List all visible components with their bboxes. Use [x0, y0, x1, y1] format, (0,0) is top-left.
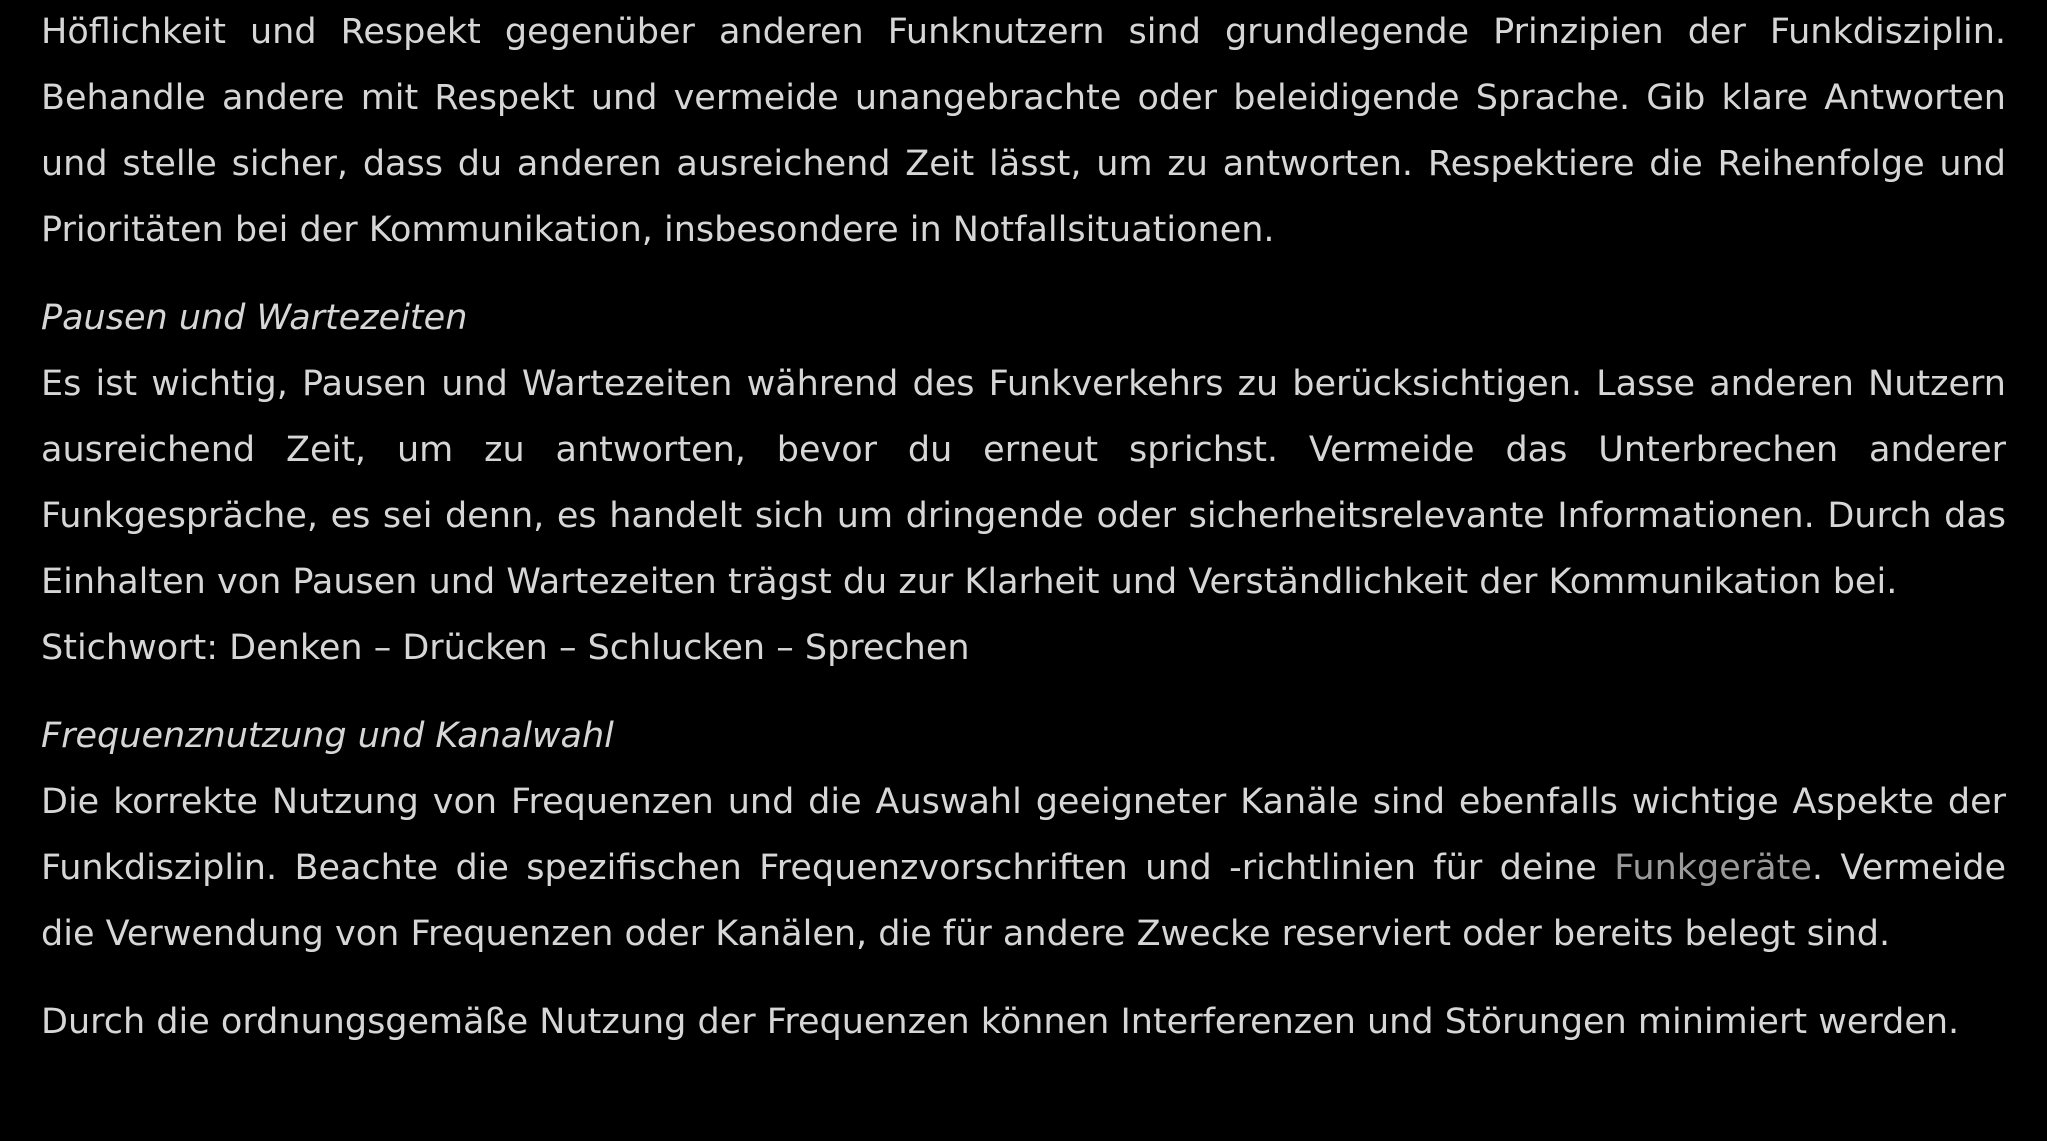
section-heading-pausen: Pausen und Wartezeiten [41, 298, 468, 338]
paragraph-frequenz-text-after: . Vermeide die Verwendung von Frequenzen oder Kanälen, die für andere Zwecke reserviert oder bereits belegt sind. [41, 848, 2006, 954]
intro-paragraph: Höflichkeit und Respekt gegenüber anderen Funknutzern sind grundlegende Prinzipien der Funkdisziplin. Behandle andere mit Respekt und vermeide unangebrachte oder beleidigende Sprache. Gib klare Antworten und stelle sicher, dass du anderen ausreichend Zeit lässt, um zu antworten. Respektiere die Reihenfolge und Prioritäten bei der Kommunikation, insbesondere in Notfallsituationen. [41, 12, 2006, 250]
paragraph-pausen [41, 351, 2006, 681]
reader-content [41, 0, 2006, 1055]
paragraph-frequenz [41, 769, 2006, 967]
stichwort-line: Stichwort: Denken – Drücken – Schlucken – Sprechen [41, 628, 970, 668]
funkgeraete-link[interactable]: Funkgeräte [1614, 848, 1812, 888]
paragraph-pausen-text: Es ist wichtig, Pausen und Wartezeiten während des Funkverkehrs zu berücksichtigen. Lasse anderen Nutzern ausreichend Zeit, um zu antworten, bevor du erneut sprichst. Vermeide das Unterbrechen anderer Funkgespräche, es sei denn, es handelt sich um dringende oder sicherheitsrelevante Informationen. Durch das Einhalten von Pausen und Wartezeiten trägst du zur Klarheit und Verständlichkeit der Kommunikation bei. [41, 364, 2006, 602]
closing-paragraph: Durch die ordnungsgemäße Nutzung der Frequenzen können Interferenzen und Störungen minimiert werden. [41, 1002, 1960, 1042]
paragraph-frequenz-text-before: Die korrekte Nutzung von Frequenzen und die Auswahl geeigneter Kanäle sind ebenfalls wichtige Aspekte der Funkdisziplin. Beachte die spezifischen Frequenzvorschriften und -richtlinien für deine [41, 782, 2006, 888]
section-heading-frequenz: Frequenznutzung und Kanalwahl [41, 716, 614, 756]
